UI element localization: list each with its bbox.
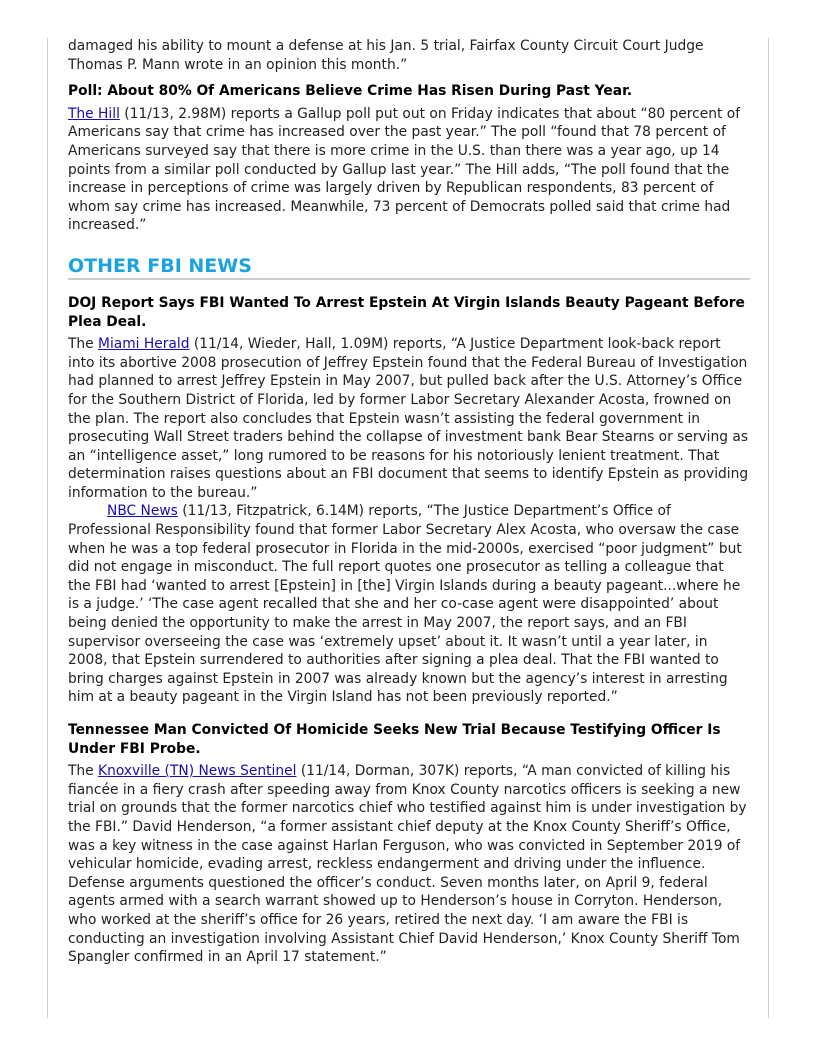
article-paragraph [68,502,750,707]
source-link-the-hill[interactable]: The Hill [68,105,120,122]
article-paragraph [68,335,750,502]
article-paragraph [68,762,750,967]
article-paragraph [68,105,750,235]
article-headline: Poll: About 80% Of Americans Believe Crime Has Risen During Past Year. [68,83,633,100]
paragraph-prefix: The [68,763,99,780]
article-headline: Tennessee Man Convicted Of Homicide Seeks New Trial Because Testifying Officer Is Under FBI Probe. [68,722,721,757]
source-link-nbc-news[interactable]: NBC News [107,503,178,520]
paragraph-prefix: The [68,336,99,353]
article-tennessee [68,721,750,967]
article-epstein [68,294,750,707]
paragraph-body: (11/14, Wieder, Hall, 1.09M) reports, “A Justice Department look-back report into its abortive 2008 prosecution of Jeffrey Epstein found that the Federal Bureau of Investigation had planned to arrest Jeffrey Epstein in May 2007, but pulled back after the U.S. Attorney’s Office for the Southern District of Florida, led by former Labor Secretary Alexander Acosta, frowned on the plan. The report also concludes that Epstein wasn’t assisting the federal government in prosecuting Wall Street traders behind the collapse of investment bank Bear Stearns or serving as an “intelligence asset,” long rumored to be reasons for his notoriously lenient treatment. That determination raises questions about an FBI document that seems to identify Epstein as providing information to the bureau.” [68,336,749,501]
newsletter-content [68,37,750,967]
source-link-knoxville-news-sentinel[interactable]: Knoxville (TN) News Sentinel [98,763,297,780]
paragraph-body: (11/13, Fitzpatrick, 6.14M) reports, “The Justice Department’s Office of Professional Responsibility found that former Labor Secretary Alex Acosta, who oversaw the case when he was a top federal prosecutor in Florida in the mid-2000s, exercised “poor judgment” but did not engage in misconduct. The full report quotes one prosecutor as telling a colleague that the FBI had ‘wanted to arrest [Epstein] in [the] Virgin Islands during a beauty pageant...where he is a judge.’ ‘The case agent recalled that she and her co-case agent were disappointed’ about being denied the opportunity to make the arrest in May 2007, the report says, and an FBI supervisor overseeing the case was ‘extremely upset’ about it. It wasn’t until a year later, in 2008, that Epstein surrendered to authorities after signing a plea deal. That the FBI wanted to bring charges against Epstein in 2007 was already known but the agency’s interest in arresting him at a beauty pageant in the Virgin Island has not been previously reported.” [68,503,742,706]
paragraph-body: (11/14, Dorman, 307K) reports, “A man convicted of killing his fiancée in a fiery crash after speeding away from Knox County narcotics officers is seeking a new trial on grounds that the former narcotics chief who testified against him is under investigation by the FBI.” David Henderson, “a former assistant chief deputy at the Knox County Sheriff’s Office, was a key witness in the case against Harlan Ferguson, who was convicted in September 2019 of vehicular homicide, evading arrest, reckless endangerment and driving under the influence. Defense arguments questioned the officer’s conduct. Seven months later, on April 9, federal agents armed with a search warrant showed up to Henderson’s house in Corryton. Henderson, who worked at the sheriff’s office for 26 years, retired the next day. ‘I am aware the FBI is conducting an investigation involving Assistant Chief David Henderson,’ Knox County Sheriff Tom Spangler confirmed in an April 17 statement.” [68,763,747,966]
source-link-miami-herald[interactable]: Miami Herald [98,336,190,353]
article-headline: DOJ Report Says FBI Wanted To Arrest Epstein At Virgin Islands Beauty Pageant Before Plea Deal. [68,294,745,330]
article-poll [68,82,750,235]
lead-fragment: damaged his ability to mount a defense at his Jan. 5 trial, Fairfax County Circuit Court Judge Thomas P. Mann wrote in an opinion this month.” [68,38,704,73]
section-title: OTHER FBI NEWS [68,255,750,280]
paragraph-body: (11/13, 2.98M) reports a Gallup poll put out on Friday indicates that about “80 percent of Americans say that crime has increased over the past year.” The poll “found that 78 percent of Americans surveyed say that there is more crime in the U.S. than there was a year ago, up 14 points from a similar poll conducted by Gallup last year.” The Hill adds, “The poll found that the increase in perceptions of crime was largely driven by Republican respondents, 83 percent of whom say crime has increased. Meanwhile, 73 percent of Democrats polled said that crime had increased.” [68,105,741,234]
